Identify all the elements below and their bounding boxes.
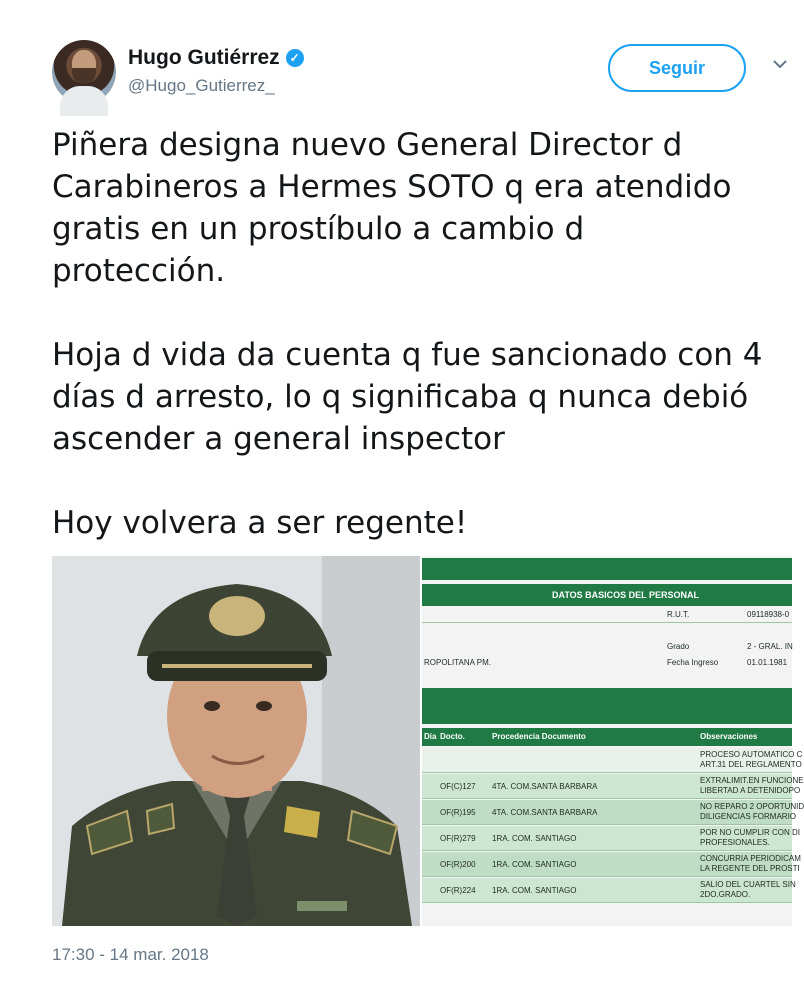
row-procedencia: 1RA. COM. SANTIAGO [492,886,577,895]
follow-button[interactable]: Seguir [608,44,746,92]
portrait-illustration [52,556,420,926]
table-row [422,800,804,825]
table-row [422,852,801,877]
tweet-paragraph: Hoy volvera a ser regente! [52,505,468,541]
row-procedencia: 4TA. COM.SANTA BARBARA [492,808,598,817]
avatar-beard [72,68,96,84]
column-header: Observaciones [700,732,758,741]
row-docto: OF(R)224 [440,886,476,895]
region-text: ROPOLITANA PM. [424,658,491,667]
rut-value: 09118938-0 [747,610,790,619]
row-obs2: LIBERTAD A DETENIDOPO [700,786,801,795]
row-obs2: ART.31 DEL REGLAMENTO [700,760,802,769]
chevron-down-icon[interactable] [770,54,790,74]
tweet-timestamp[interactable]: 17:30 - 14 mar. 2018 [52,945,209,964]
row-obs1: PROCESO AUTOMATICO C [700,750,803,759]
user-handle[interactable]: @Hugo_Gutierrez_ [128,76,275,95]
tweet-media[interactable] [52,556,804,926]
row-procedencia: 4TA. COM.SANTA BARBARA [492,782,598,791]
doc-top-bar [422,558,792,580]
row-procedencia: 1RA. COM. SANTIAGO [492,860,577,869]
grado-label: Grado [667,642,690,651]
column-header: Docto. [440,732,465,741]
row-obs2: LA REGENTE DEL PROSTI [700,864,800,873]
tweet-paragraph: Hoja d vida da cuenta q fue sancionado con 4 días d arresto, lo q significaba q nunca debió ascender a general inspector [52,337,763,457]
grado-value: 2 - GRAL. IN [747,642,793,651]
table-row [422,748,803,773]
table-row [422,826,801,851]
row-obs1: POR NO CUMPLIR CON DI [700,828,801,837]
fecha-label: Fecha Ingreso [667,658,719,667]
personnel-record-document[interactable] [422,556,804,926]
doc-title: DATOS BASICOS DEL PERSONAL [552,590,700,600]
doc-section-bar [422,688,792,724]
fecha-value: 01.01.1981 [747,658,788,667]
row-obs2: PROFESIONALES. [700,838,770,847]
row-obs2: 2DO.GRADO. [700,890,751,899]
verified-badge-icon: ✓ [286,49,304,67]
table-row [422,774,804,799]
row-docto: OF(R)195 [440,808,476,817]
rut-label: R.U.T. [667,610,690,619]
general-photo[interactable] [52,556,420,926]
row-obs2: DILIGENCIAS FORMARIO [700,812,797,821]
row-obs1: EXTRALIMIT.EN FUNCIONE [700,776,804,785]
tweet-text [52,124,792,586]
row-obs1: CONCURRIA PERIODICAM [700,854,801,863]
row-obs1: SALIO DEL CUARTEL SIN [700,880,796,889]
avatar-shirt [60,86,108,116]
row-procedencia: 1RA. COM. SANTIAGO [492,834,577,843]
display-name-text: Hugo Gutiérrez [128,46,280,69]
column-header: Procedencia Documento [492,732,586,741]
tweet-header [52,40,792,110]
display-name[interactable] [128,46,304,70]
tweet-paragraph: Piñera designa nuevo General Director d Carabineros a Hermes SOTO q era atendido gratis en un prostíbulo a cambio d protección. [52,127,732,289]
row-docto: OF(R)279 [440,834,476,843]
table-row [422,878,796,903]
doc-divider [422,622,792,623]
row-obs1: NO REPARO 2 OPORTUNID [700,802,804,811]
row-docto: OF(R)200 [440,860,476,869]
avatar[interactable] [52,40,116,104]
column-header: Dia [424,732,437,741]
row-docto: OF(C)127 [440,782,476,791]
